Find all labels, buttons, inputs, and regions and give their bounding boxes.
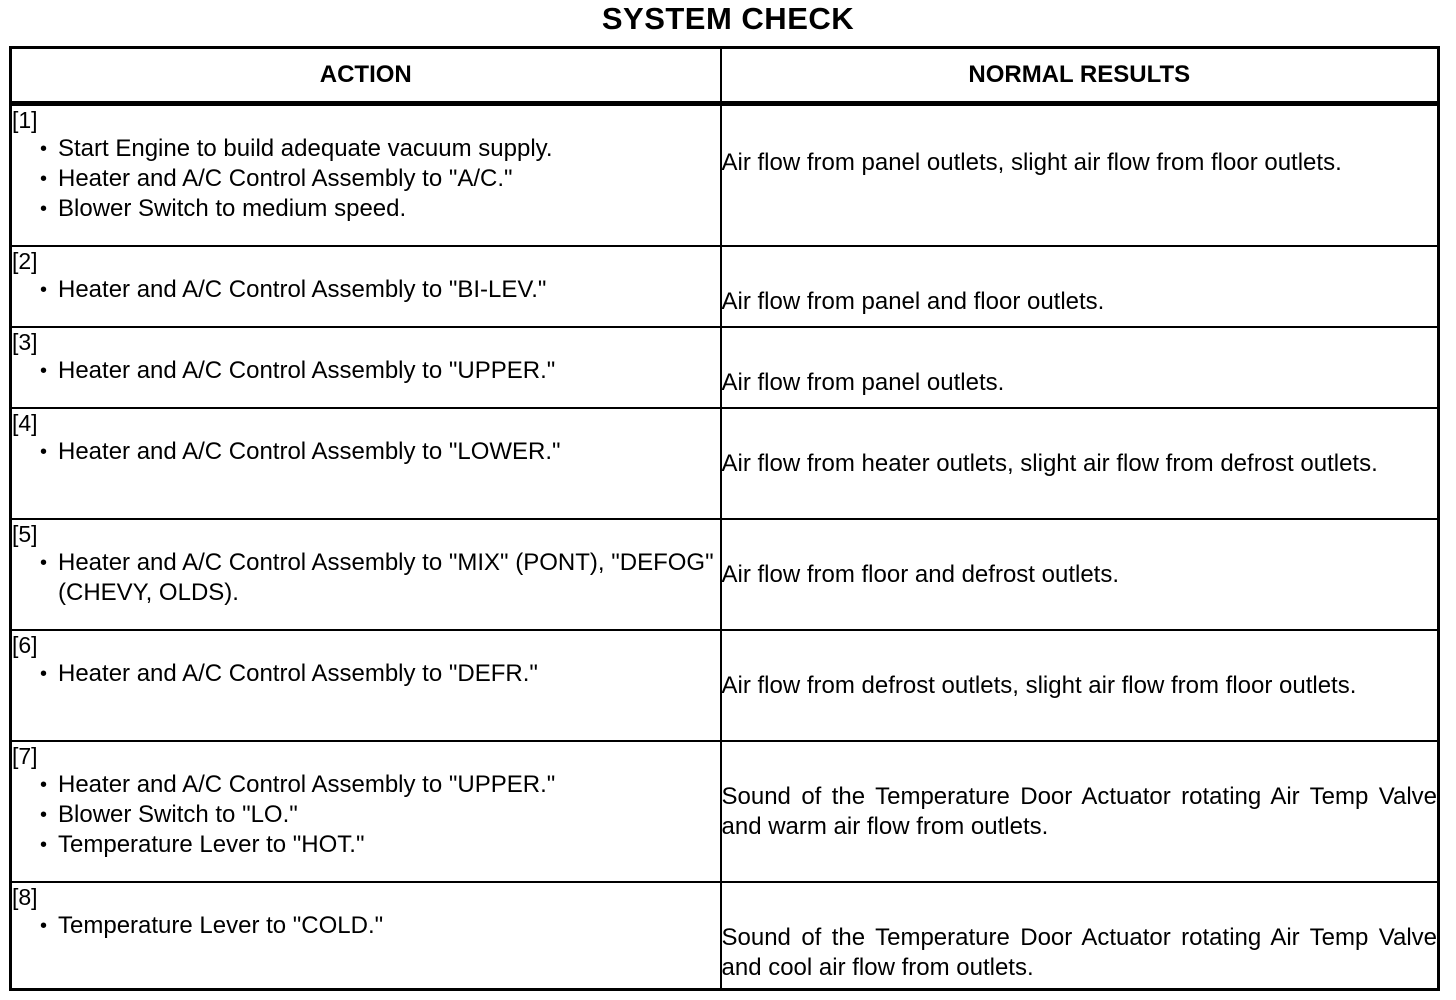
action-cell — [11, 246, 721, 327]
step-number: [4] — [12, 409, 38, 436]
action-list — [12, 356, 720, 386]
bullet-icon: • — [40, 168, 48, 190]
bullet-icon: • — [40, 914, 48, 937]
action-item-text: Heater and A/C Control Assembly to "UPPER." — [58, 770, 556, 798]
system-check-table — [9, 46, 1440, 991]
action-cell — [11, 882, 721, 990]
results-column-header: NORMAL RESULTS — [721, 48, 1439, 104]
action-item — [40, 194, 720, 224]
action-item-text: Heater and A/C Control Assembly to "UPPER." — [58, 356, 556, 384]
bullet-icon: • — [40, 662, 48, 685]
bullet-icon: • — [40, 198, 48, 220]
step-number: [1] — [12, 107, 38, 133]
action-item — [40, 800, 720, 830]
bullet-icon: • — [40, 773, 48, 796]
result-text: Air flow from panel and floor outlets. — [721, 287, 1105, 315]
action-column-header: ACTION — [11, 48, 721, 104]
action-list — [12, 659, 720, 689]
action-item-text: Start Engine to build adequate vacuum supply. — [58, 135, 553, 162]
action-cell — [11, 630, 721, 741]
table-row — [11, 630, 1439, 741]
result-cell — [721, 882, 1439, 990]
action-item — [40, 356, 720, 386]
result-cell — [721, 104, 1439, 246]
result-cell — [721, 327, 1439, 408]
step-number: [5] — [12, 520, 38, 547]
action-item — [40, 911, 720, 941]
result-text: Sound of the Temperature Door Actuator rotating Air Temp Valve and cool air flow from outlets. — [721, 923, 1437, 981]
bullet-icon: • — [40, 359, 48, 382]
bullet-icon: • — [40, 278, 48, 301]
result-text: Air flow from panel outlets. — [721, 368, 1005, 396]
step-number: [3] — [12, 328, 38, 355]
action-list — [12, 134, 720, 224]
action-item — [40, 275, 720, 305]
step-number: [6] — [12, 631, 38, 658]
action-cell — [11, 408, 721, 519]
action-item-text: Heater and A/C Control Assembly to "BI-LEV." — [58, 275, 547, 303]
action-list — [12, 275, 720, 305]
action-item — [40, 830, 720, 860]
result-text: Air flow from panel outlets, slight air flow from floor outlets. — [721, 149, 1342, 176]
result-text: Sound of the Temperature Door Actuator rotating Air Temp Valve and warm air flow from outlets. — [721, 782, 1437, 840]
document-title: SYSTEM CHECK — [601, 1, 855, 36]
table-row — [11, 882, 1439, 990]
table-header-row — [11, 48, 1439, 104]
result-text: Air flow from floor and defrost outlets. — [721, 560, 1119, 588]
action-item-text: Heater and A/C Control Assembly to "A/C." — [58, 165, 513, 192]
action-item-text: Temperature Lever to "COLD." — [58, 911, 384, 939]
table-row — [11, 741, 1439, 882]
action-item-text: Heater and A/C Control Assembly to "LOWER." — [58, 437, 561, 465]
action-list — [12, 548, 720, 608]
action-cell — [11, 104, 721, 246]
step-number: [2] — [12, 247, 38, 274]
table-row — [11, 327, 1439, 408]
table-row — [11, 104, 1439, 246]
bullet-icon: • — [40, 551, 48, 574]
action-item-text: Blower Switch to medium speed. — [58, 195, 407, 222]
result-text: Air flow from heater outlets, slight air flow from defrost outlets. — [721, 449, 1378, 477]
action-item-text: Blower Switch to "LO." — [58, 800, 298, 828]
bullet-icon: • — [40, 440, 48, 463]
action-cell — [11, 519, 721, 630]
bullet-icon: • — [40, 833, 48, 856]
step-number: [7] — [12, 742, 38, 769]
result-cell — [721, 408, 1439, 519]
result-cell — [721, 519, 1439, 630]
action-item — [40, 548, 720, 608]
action-item-text: Heater and A/C Control Assembly to "MIX" (PONT), "DEFOG" (CHEVY, OLDS). — [58, 548, 714, 606]
action-list — [12, 770, 720, 860]
result-cell — [721, 741, 1439, 882]
table-row — [11, 246, 1439, 327]
action-item — [40, 659, 720, 689]
bullet-icon: • — [40, 803, 48, 826]
result-cell — [721, 246, 1439, 327]
action-cell — [11, 327, 721, 408]
bullet-icon: • — [40, 138, 48, 160]
action-item-text: Temperature Lever to "HOT." — [58, 830, 365, 858]
action-cell — [11, 741, 721, 882]
table-row — [11, 408, 1439, 519]
action-list — [12, 911, 720, 941]
action-item-text: Heater and A/C Control Assembly to "DEFR." — [58, 659, 538, 687]
result-cell — [721, 630, 1439, 741]
result-text: Air flow from defrost outlets, slight air flow from floor outlets. — [721, 671, 1357, 699]
table-row — [11, 519, 1439, 630]
action-item — [40, 770, 720, 800]
action-item — [40, 164, 720, 194]
action-list — [12, 437, 720, 467]
step-number: [8] — [12, 883, 38, 910]
action-item — [40, 134, 720, 164]
action-item — [40, 437, 720, 467]
